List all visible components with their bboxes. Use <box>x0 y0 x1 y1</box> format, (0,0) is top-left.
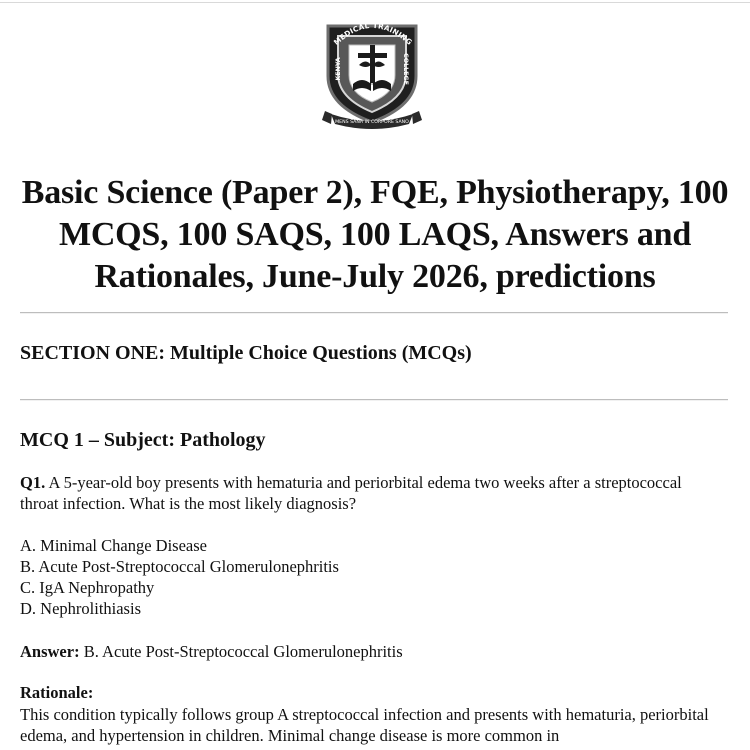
rationale-text: This condition typically follows group A streptococcal infection and presents with hematuria, periorbital edema, and hypertension in children. Minimal change disease is more common in <box>20 705 709 745</box>
option-b: B. Acute Post-Streptococcal Glomerulonephritis <box>20 557 339 576</box>
question-text: A 5-year-old boy presents with hematuria and periorbital edema two weeks after a streptococcal throat infection. What is the most likely diagnosis? <box>20 473 682 513</box>
document-title: Basic Science (Paper 2), FQE, Physiotherapy, 100 MCQS, 100 SAQS, 100 LAQS, Answers and Rationales, June-July 2026, predictions <box>21 174 729 295</box>
option-d: D. Nephrolithiasis <box>20 599 141 618</box>
logo-right-text: COLLEGE <box>402 53 409 85</box>
option-a: A. Minimal Change Disease <box>20 536 207 555</box>
crest-icon <box>316 14 428 130</box>
svg-text:KENYA <box>335 57 342 80</box>
answer-paragraph <box>20 641 403 662</box>
section-top-divider <box>20 312 728 313</box>
top-divider-line <box>0 2 750 3</box>
logo-left-text: KENYA <box>335 57 342 81</box>
answer-label: Answer: <box>20 642 80 661</box>
question-paragraph <box>20 472 724 514</box>
answer-options-list <box>20 535 339 619</box>
logo-arc-text: MEDICAL TRAINING <box>331 20 415 47</box>
section-title: SECTION ONE: Multiple Choice Questions (MCQs) <box>20 342 472 364</box>
rationale-heading: Rationale: <box>20 683 94 702</box>
question-label: Q1. <box>20 473 46 492</box>
section-bottom-divider <box>20 399 728 400</box>
option-c: C. IgA Nephropathy <box>20 578 155 597</box>
svg-text:COLLEGE <box>402 53 409 85</box>
answer-value: B. Acute Post-Streptococcal Glomerulonephritis <box>83 642 403 661</box>
college-logo <box>316 14 428 130</box>
logo-motto-text: MENS SANA IN CORPORE SANO <box>335 120 409 125</box>
mcq-heading: MCQ 1 – Subject: Pathology <box>20 429 266 451</box>
